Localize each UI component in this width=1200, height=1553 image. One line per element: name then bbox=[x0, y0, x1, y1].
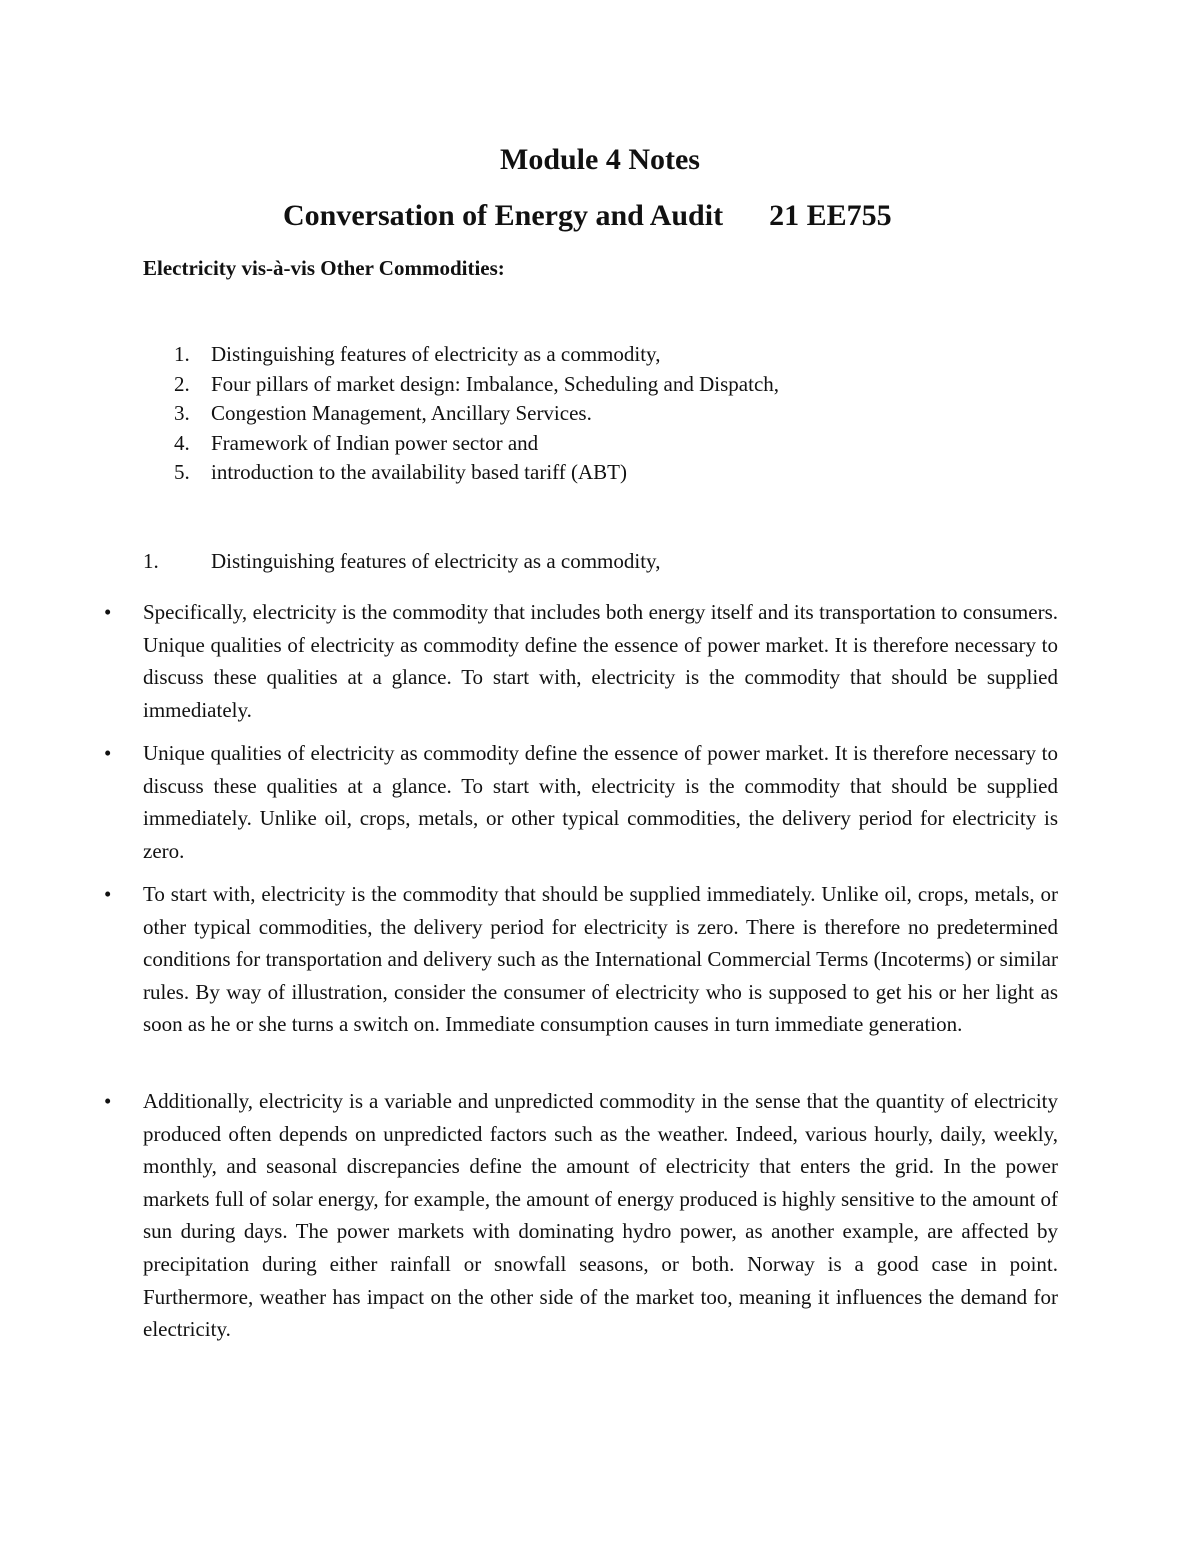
document-subtitle bbox=[283, 196, 892, 236]
course-code: 21 EE755 bbox=[769, 199, 892, 232]
subtitle-text: Conversation of Energy and Audit bbox=[283, 199, 724, 232]
list-item-text: Four pillars of market design: Imbalance, Scheduling and Dispatch, bbox=[211, 371, 780, 396]
list-number: 4. bbox=[174, 430, 190, 455]
list-number: 1. bbox=[174, 342, 190, 366]
list-number: 2. bbox=[174, 371, 190, 396]
topic-list-item bbox=[174, 458, 779, 488]
topic-list-item bbox=[174, 429, 779, 459]
list-number: 3. bbox=[174, 401, 190, 425]
topic-list-item bbox=[174, 340, 779, 370]
bullet-marker: • bbox=[104, 600, 112, 624]
section-heading: Electricity vis-à-vis Other Commodities: bbox=[143, 256, 505, 280]
bullet-marker: • bbox=[104, 741, 112, 765]
topic-list bbox=[174, 340, 779, 488]
topic-list-item bbox=[174, 399, 779, 429]
list-number: 5. bbox=[174, 460, 190, 484]
section-title: Distinguishing features of electricity as a commodity, bbox=[211, 549, 661, 573]
topic-list-item bbox=[174, 370, 779, 400]
list-item-text: Framework of Indian power sector and bbox=[211, 430, 539, 455]
bullet-paragraph: Specifically, electricity is the commodity that includes both energy itself and its transportation to consumers. Unique qualities of electricity as commodity define the essence of power market. It is therefore necessary to discuss these qualities at a glance. To start with, electricity is the commodity that should be supplied immediately. bbox=[143, 600, 1058, 722]
section-number: 1. bbox=[143, 549, 159, 573]
bullet-marker: • bbox=[104, 1089, 112, 1113]
bullet-marker: • bbox=[104, 882, 112, 906]
bullet-paragraph: Unique qualities of electricity as commodity define the essence of power market. It is therefore necessary to discuss these qualities at a glance. To start with, electricity is the commodity that should be supplied immediately. Unlike oil, crops, metals, or other typical commodities, the delivery period for electricity is zero. bbox=[143, 741, 1058, 863]
list-item-text: Congestion Management, Ancillary Services. bbox=[211, 401, 592, 425]
list-item-text: introduction to the availability based tariff (ABT) bbox=[211, 460, 628, 484]
bullet-paragraph: Additionally, electricity is a variable and unpredicted commodity in the sense that the quantity of electricity produced often depends on unpredicted factors such as the weather. Indeed, various hourly, daily, weekly, monthly, and seasonal discrepancies define the amount of electricity that enters the grid. In the power markets full of solar energy, for example, the amount of energy produced is highly sensitive to the amount of sun during days. The power markets with dominating hydro power, as another example, are affected by precipitation during either rainfall or snowfall seasons, or both. Norway is a good case in point. Furthermore, weather has impact on the other side of the market too, meaning it influences the demand for electricity. bbox=[143, 1089, 1058, 1342]
bullet-paragraph: To start with, electricity is the commodity that should be supplied immediately. Unlike oil, crops, metals, or other typical commodities, the delivery period for electricity is zero. There is therefore no predetermined conditions for transportation and delivery such as the International Commercial Terms (Incoterms) or similar rules. By way of illustration, consider the consumer of electricity who is supposed to get his or her light as soon as he or she turns a switch on. Immediate consumption causes in turn immediate generation. bbox=[143, 882, 1058, 1037]
list-item-text: Distinguishing features of electricity as a commodity, bbox=[211, 342, 661, 366]
document-title: Module 4 Notes bbox=[500, 143, 700, 176]
section-1-heading bbox=[143, 546, 660, 576]
